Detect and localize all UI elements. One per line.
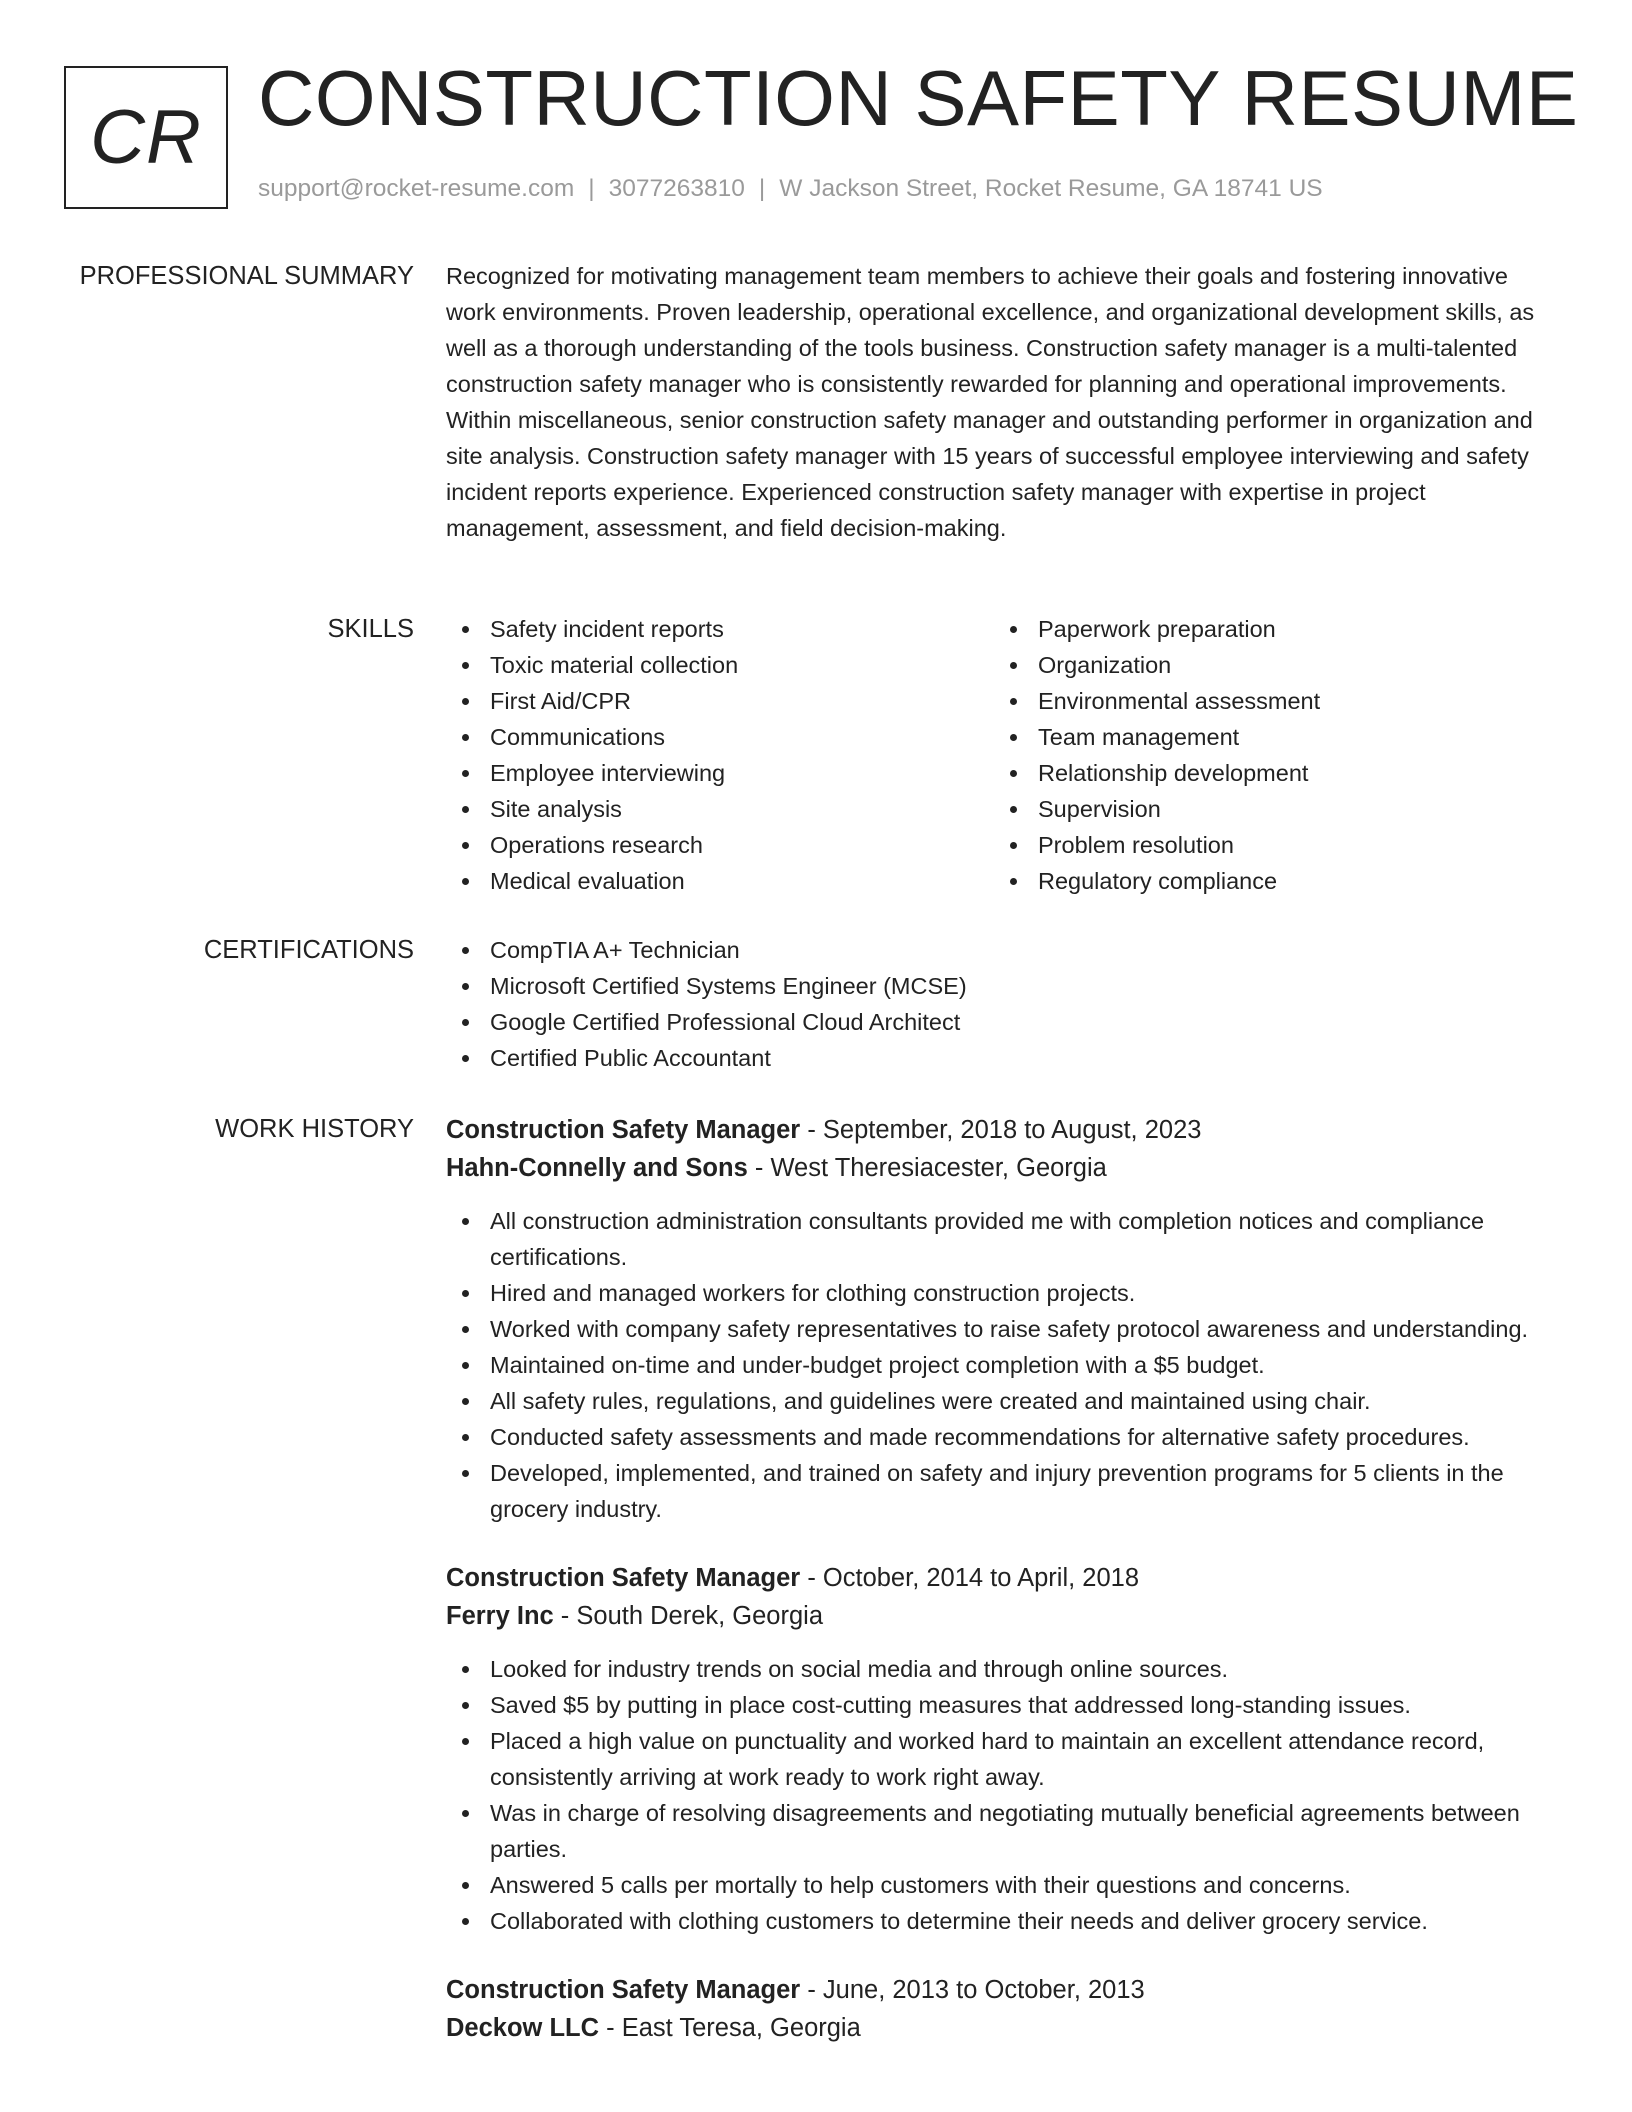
- job-dates: - September, 2018 to August, 2023: [800, 1116, 1202, 1144]
- section-label-certifications: CERTIFICATIONS: [203, 936, 414, 964]
- job-company-line: [446, 2009, 1566, 2047]
- skill-item: Organization: [994, 647, 1542, 683]
- skills-list-left: [446, 611, 994, 899]
- job-title-line: [446, 1559, 1566, 1597]
- contact-separator: |: [758, 175, 766, 202]
- skill-item: Toxic material collection: [446, 647, 994, 683]
- monogram-box: [64, 66, 228, 209]
- job-bullet: Was in charge of resolving disagreements and negotiating mutually beneficial agreements between parties.: [446, 1795, 1566, 1867]
- contact-address: W Jackson Street, Rocket Resume, GA 18741 US: [779, 175, 1323, 202]
- skills-list-right: [994, 611, 1542, 899]
- job-location: - South Derek, Georgia: [553, 1602, 824, 1630]
- job-location: - East Teresa, Georgia: [599, 2014, 861, 2042]
- skill-item: Relationship development: [994, 755, 1542, 791]
- monogram-initials: CR: [90, 95, 202, 180]
- job-title-line: [446, 1111, 1566, 1149]
- contact-separator: |: [588, 175, 595, 202]
- skill-item: Communications: [446, 719, 994, 755]
- job-bullet: Developed, implemented, and trained on safety and injury prevention programs for 5 clients in the grocery industry.: [446, 1455, 1566, 1527]
- skill-item: Site analysis: [446, 791, 994, 827]
- job-bullet: Conducted safety assessments and made recommendations for alternative safety procedures.: [446, 1419, 1566, 1455]
- skill-item: Medical evaluation: [446, 863, 994, 899]
- job-title: Construction Safety Manager: [446, 1976, 801, 2004]
- skill-item: Team management: [994, 719, 1542, 755]
- job-company-line: [446, 1149, 1566, 1187]
- job-title: Construction Safety Manager: [446, 1116, 801, 1144]
- job-dates: - October, 2014 to April, 2018: [800, 1564, 1140, 1592]
- skill-item: Problem resolution: [994, 827, 1542, 863]
- contact-email: support@rocket-resume.com: [258, 175, 575, 202]
- work-history-body: [446, 1111, 1566, 2047]
- job-bullet: All construction administration consultants provided me with completion notices and compliance certifications.: [446, 1203, 1566, 1275]
- job-bullet: Collaborated with clothing customers to determine their needs and deliver grocery service.: [446, 1903, 1566, 1939]
- skill-item: Operations research: [446, 827, 994, 863]
- job-location: - West Theresiacester, Georgia: [747, 1154, 1107, 1182]
- certification-item: CompTIA A+ Technician: [446, 932, 1566, 968]
- job-entry: [446, 1971, 1566, 2047]
- certifications-list: [446, 932, 1566, 1076]
- job-company: Hahn-Connelly and Sons: [446, 1154, 748, 1182]
- skill-item: Employee interviewing: [446, 755, 994, 791]
- skill-item: Environmental assessment: [994, 683, 1542, 719]
- skill-item: Regulatory compliance: [994, 863, 1542, 899]
- job-entry: [446, 1111, 1566, 1527]
- certification-item: Microsoft Certified Systems Engineer (MCSE): [446, 968, 1566, 1004]
- job-bullets: [446, 1651, 1566, 1939]
- contact-phone: 3077263810: [608, 175, 745, 202]
- job-title: Construction Safety Manager: [446, 1564, 801, 1592]
- section-label-skills: SKILLS: [327, 615, 414, 643]
- job-bullet: Answered 5 calls per mortally to help customers with their questions and concerns.: [446, 1867, 1566, 1903]
- certification-item: Google Certified Professional Cloud Architect: [446, 1004, 1566, 1040]
- summary-text: Recognized for motivating management team members to achieve their goals and fostering innovative work environments. Proven leadership, operational excellence, and organizational development skills, as well as a thorough understanding of the tools business. Construction safety manager is a multi-talented construction safety manager who is consistently rewarded for planning and operational improvements. Within miscellaneous, senior construction safety manager and outstanding performer in organization and site analysis. Construction safety manager with 15 years of successful employee interviewing and safety incident reports experience. Experienced construction safety manager with expertise in project management, assessment, and field decision-making.: [446, 263, 1535, 541]
- job-title-line: [446, 1971, 1566, 2009]
- job-bullet: Worked with company safety representatives to raise safety protocol awareness and understanding.: [446, 1311, 1566, 1347]
- skill-item: First Aid/CPR: [446, 683, 994, 719]
- contact-line: [258, 175, 1323, 203]
- job-bullet: Saved $5 by putting in place cost-cutting measures that addressed long-standing issues.: [446, 1687, 1566, 1723]
- skills-grid: [446, 611, 1566, 899]
- resume-title: CONSTRUCTION SAFETY RESUME: [258, 54, 1579, 142]
- job-dates: - June, 2013 to October, 2013: [800, 1976, 1145, 2004]
- skill-item: Safety incident reports: [446, 611, 994, 647]
- job-bullet: All safety rules, regulations, and guidelines were created and maintained using chair.: [446, 1383, 1566, 1419]
- job-bullet: Placed a high value on punctuality and worked hard to maintain an excellent attendance record, consistently arriving at work ready to work right away.: [446, 1723, 1566, 1795]
- job-company: Ferry Inc: [446, 1602, 554, 1630]
- section-label-summary: PROFESSIONAL SUMMARY: [79, 262, 414, 290]
- job-bullet: Looked for industry trends on social media and through online sources.: [446, 1651, 1566, 1687]
- job-company: Deckow LLC: [446, 2014, 600, 2042]
- job-company-line: [446, 1597, 1566, 1635]
- skill-item: Supervision: [994, 791, 1542, 827]
- section-label-work-history: WORK HISTORY: [215, 1115, 414, 1143]
- job-bullet: Hired and managed workers for clothing construction projects.: [446, 1275, 1566, 1311]
- skill-item: Paperwork preparation: [994, 611, 1542, 647]
- job-bullets: [446, 1203, 1566, 1527]
- certification-item: Certified Public Accountant: [446, 1040, 1566, 1076]
- job-entry: [446, 1559, 1566, 1939]
- job-bullet: Maintained on-time and under-budget project completion with a $5 budget.: [446, 1347, 1566, 1383]
